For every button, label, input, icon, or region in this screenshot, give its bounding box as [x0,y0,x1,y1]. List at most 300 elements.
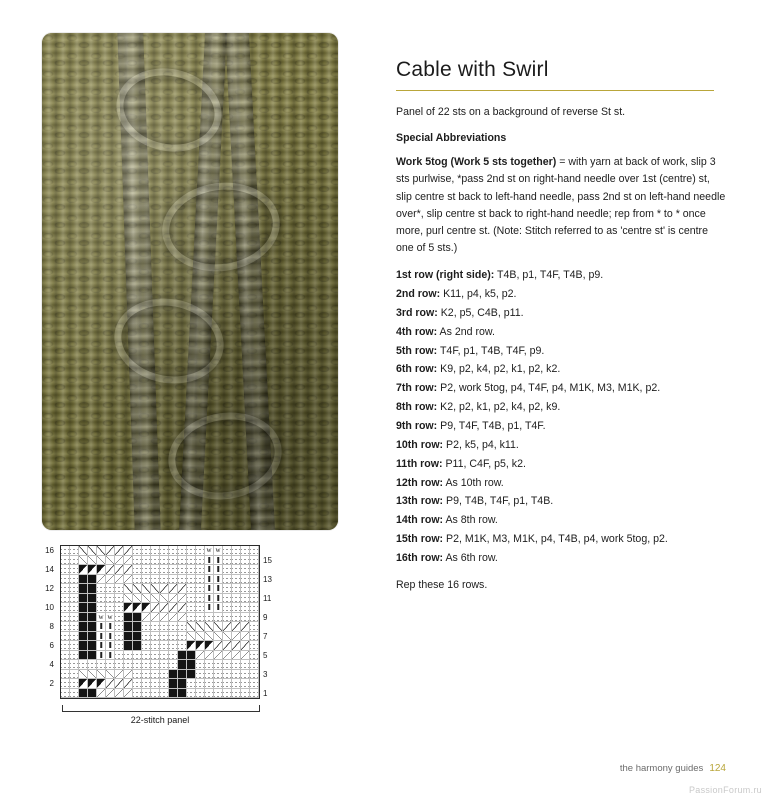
chart-cell [124,632,133,642]
chart-cell [223,565,232,575]
chart-cell [214,689,223,699]
chart-cell [160,660,169,670]
chart-row-number-right: 3 [263,669,268,679]
chart-cell [187,632,196,642]
chart-cell [214,660,223,670]
chart-cell [88,622,97,632]
chart-cell [70,679,79,689]
chart-cell [187,641,196,651]
chart-cell [160,546,169,556]
chart-cell [187,565,196,575]
chart-cell [88,603,97,613]
chart-cell [115,556,124,566]
chart-cell [223,556,232,566]
chart-cell [133,660,142,670]
chart-cell [214,556,223,566]
chart-cell [169,679,178,689]
chart-cell [124,679,133,689]
chart-row-number-left: 14 [45,565,54,574]
chart-cell [196,556,205,566]
chart-cell [142,584,151,594]
row-text: As 10th row. [443,476,504,489]
chart-cell [61,651,70,661]
chart-cell [70,565,79,575]
chart-cell [160,575,169,585]
chart-cell [214,641,223,651]
chart-cell [178,670,187,680]
chart-cell [223,670,232,680]
stitch-chart [20,545,340,735]
chart-cell [250,670,259,680]
chart-cell [169,546,178,556]
chart-cell [241,660,250,670]
chart-cell [79,660,88,670]
chart-cell [124,651,133,661]
chart-cell [205,679,214,689]
chart-cell [178,689,187,699]
chart-cell [241,556,250,566]
row-label: 12th row: [396,476,444,489]
chart-cell [70,575,79,585]
chart-cell [205,603,214,613]
chart-cell [115,565,124,575]
chart-cell [79,641,88,651]
chart-cell [133,546,142,556]
chart-cell [133,641,142,651]
chart-cell [133,632,142,642]
chart-cell [187,622,196,632]
chart-cell [232,603,241,613]
chart-cell [97,565,106,575]
chart-row-number-left: 2 [49,679,54,688]
chart-cell [151,565,160,575]
chart-row-number-right: 5 [263,650,268,660]
chart-cell [142,575,151,585]
row-text: As 8th row. [443,514,498,527]
chart-cell [214,584,223,594]
chart-cell [97,556,106,566]
chart-cell [196,565,205,575]
chart-cell [160,641,169,651]
chart-cell [214,613,223,623]
chart-cell [160,622,169,632]
chart-cell [151,679,160,689]
chart-cell [223,689,232,699]
row-instruction [396,474,726,493]
page-title: Cable with Swirl [396,58,549,81]
chart-cell [151,622,160,632]
chart-cell [151,632,160,642]
chart-cell [115,679,124,689]
chart-row-number-left: 10 [45,603,54,612]
chart-cell [241,622,250,632]
chart-cell [142,546,151,556]
chart-cell [178,679,187,689]
chart-cell [223,575,232,585]
chart-cell [205,556,214,566]
chart-cell [169,622,178,632]
chart-cell [178,641,187,651]
chart-cell [106,603,115,613]
chart-cell [241,546,250,556]
chart-cell [169,689,178,699]
chart-cell [250,622,259,632]
chart-cell [61,622,70,632]
chart-cell [250,603,259,613]
chart-cell [169,641,178,651]
chart-cell [241,641,250,651]
chart-cell [214,670,223,680]
chart-cell [250,546,259,556]
chart-grid [60,545,260,699]
chart-cell [196,689,205,699]
row-label: 14th row: [396,514,444,527]
chart-cell [124,660,133,670]
chart-row-number-left: 4 [49,660,54,669]
chart-cell [142,651,151,661]
chart-cell [241,565,250,575]
row-instruction [396,323,726,342]
abbreviation-text: = with yarn at back of work, slip 3 sts purlwise, *pass 2nd st on right-hand needle over 1st (centre) st, slip centre st back to left-hand needle, pass 2nd st on left-hand needle over*, slip centre st back to right-hand needle; rep from * to * once more, purl centre st. (Note: Stitch referred to as 'centre st' is centre one of 5 sts.) [396,156,726,255]
chart-cell [214,546,223,556]
chart-cell [232,689,241,699]
chart-cell [133,651,142,661]
row-text: P2, M1K, M3, M1K, p4, T4B, p4, work 5tog, p2. [443,533,668,546]
chart-cell [178,556,187,566]
row-label: 3rd row: [396,306,438,319]
chart-cell [151,575,160,585]
chart-cell [106,632,115,642]
row-text: K2, p5, C4B, p11. [437,306,524,319]
chart-cell [70,651,79,661]
chart-cell [241,632,250,642]
row-text: P9, T4B, T4F, p1, T4B. [443,495,554,508]
chart-cell [79,651,88,661]
chart-cell [115,651,124,661]
chart-row-number-left: 12 [45,584,54,593]
chart-cell [196,651,205,661]
chart-cell [61,556,70,566]
chart-cell [205,622,214,632]
chart-cell [169,556,178,566]
chart-row-number-right: 1 [263,688,268,698]
chart-cell [196,679,205,689]
chart-cell [187,670,196,680]
knitting-swatch-photo [42,33,338,530]
chart-cell [151,603,160,613]
chart-cell [106,641,115,651]
row-label: 9th row: [396,420,438,432]
row-text: P11, C4F, p5, k2. [442,457,526,470]
chart-cell [61,594,70,604]
chart-cell [241,670,250,680]
chart-cell [232,632,241,642]
chart-cell [241,603,250,613]
chart-cell [79,670,88,680]
row-instructions-list [396,266,726,568]
row-label: 15th row: [396,533,444,546]
chart-cell [106,660,115,670]
chart-cell [97,670,106,680]
chart-cell [79,622,88,632]
chart-cell [169,603,178,613]
chart-cell [151,584,160,594]
chart-cell [115,660,124,670]
chart-cell [124,603,133,613]
chart-cell [223,613,232,623]
chart-cell [250,632,259,642]
chart-cell [79,689,88,699]
chart-cell [70,622,79,632]
row-instruction [396,436,726,455]
chart-panel-bracket [62,705,260,712]
chart-cell [142,641,151,651]
chart-cell [70,632,79,642]
chart-cell [88,632,97,642]
chart-cell [79,594,88,604]
chart-cell [142,689,151,699]
chart-cell [178,660,187,670]
row-label: 10th row: [396,438,444,451]
chart-cell [142,613,151,623]
chart-cell [61,632,70,642]
chart-cell [88,546,97,556]
chart-cell [115,622,124,632]
row-text: K11, p4, k5, p2. [440,288,517,301]
chart-cell [187,556,196,566]
chart-cell [223,632,232,642]
chart-cell [250,651,259,661]
chart-cell [169,613,178,623]
chart-cell [106,556,115,566]
chart-cell [160,651,169,661]
row-label: 8th row: [396,401,438,414]
chart-cell [142,556,151,566]
chart-cell [169,594,178,604]
chart-cell [178,565,187,575]
chart-cell [169,565,178,575]
chart-cell [214,632,223,642]
chart-row-number-left: 16 [45,546,54,555]
row-label: 5th row: [396,344,438,357]
chart-cell [115,584,124,594]
chart-cell [196,622,205,632]
chart-cell [133,575,142,585]
chart-cell [178,546,187,556]
chart-cell [178,594,187,604]
row-text: K2, p2, k1, p2, k4, p2, k9. [437,401,561,414]
chart-cell [70,641,79,651]
chart-cell [214,679,223,689]
chart-cell [187,613,196,623]
chart-cell [79,603,88,613]
chart-cell [124,670,133,680]
row-label: 4th row: [396,325,438,338]
chart-cell [142,679,151,689]
chart-cell [88,584,97,594]
chart-cell [187,679,196,689]
chart-cell [241,651,250,661]
row-label: 6th row: [396,363,438,376]
chart-cell [106,565,115,575]
chart-cell [205,575,214,585]
chart-cell [106,613,115,623]
chart-cell [232,584,241,594]
chart-cell [214,651,223,661]
chart-cell [196,660,205,670]
watermark: PassionForum.ru [688,785,762,795]
chart-cell [196,594,205,604]
chart-cell [214,622,223,632]
chart-cell [124,575,133,585]
instructions-column [396,58,726,603]
footer [620,763,726,774]
chart-cell [115,594,124,604]
chart-cell [88,613,97,623]
chart-cell [70,546,79,556]
chart-cell [205,641,214,651]
chart-cell [106,679,115,689]
chart-cell [178,575,187,585]
chart-cell [133,565,142,575]
chart-cell [151,594,160,604]
row-instruction [396,360,726,379]
chart-cell [205,546,214,556]
chart-cell [142,660,151,670]
chart-cell [88,679,97,689]
chart-cell [142,594,151,604]
row-instruction [396,379,726,398]
chart-cell [196,603,205,613]
chart-cell [79,556,88,566]
row-instruction [396,492,726,511]
row-label: 7th row: [396,382,438,395]
chart-cell [160,613,169,623]
chart-cell [106,546,115,556]
chart-cell [106,689,115,699]
footer-text: the harmony guides [619,763,704,774]
chart-cell [196,613,205,623]
chart-cell [151,689,160,699]
row-instruction [396,549,726,568]
chart-cell [169,584,178,594]
chart-cell [178,651,187,661]
chart-cell [97,584,106,594]
chart-cell [205,565,214,575]
row-instruction [396,304,726,323]
chart-cell [97,660,106,670]
chart-cell [205,651,214,661]
chart-cell [151,546,160,556]
chart-row-number-right: 7 [263,631,268,641]
chart-cell [61,584,70,594]
row-label: 13th row: [396,495,444,508]
row-instruction [396,285,726,304]
chart-cell [250,613,259,623]
chart-cell [124,556,133,566]
special-abbreviations-heading: Special Abbreviations [396,132,507,145]
chart-cell [79,565,88,575]
chart-cell [223,679,232,689]
chart-cell [70,603,79,613]
row-text: T4F, p1, T4B, T4F, p9. [437,344,545,357]
row-instruction [396,342,726,361]
chart-cell [124,689,133,699]
chart-cell [250,556,259,566]
chart-cell [196,670,205,680]
chart-cell [232,594,241,604]
row-instruction [396,455,726,474]
chart-cell [79,584,88,594]
chart-cell [160,632,169,642]
chart-cell [70,584,79,594]
chart-cell [232,670,241,680]
row-text: P9, T4F, T4B, p1, T4F. [437,420,546,432]
chart-cell [241,689,250,699]
row-label: 1st row (right side): [396,269,495,282]
chart-cell [241,575,250,585]
chart-cell [223,651,232,661]
chart-cell [70,613,79,623]
title-rule [396,90,714,91]
chart-cell [196,575,205,585]
chart-cell [196,641,205,651]
chart-cell [205,594,214,604]
abbreviation-paragraph [396,154,726,257]
chart-cell [232,556,241,566]
chart-cell [97,641,106,651]
chart-cell [178,613,187,623]
chart-cell [241,613,250,623]
chart-cell [223,603,232,613]
row-label: 11th row: [396,457,443,470]
chart-cell [106,670,115,680]
chart-cell [97,594,106,604]
chart-cell [115,546,124,556]
chart-cell [88,575,97,585]
chart-cell [223,622,232,632]
chart-cell [142,670,151,680]
chart-cell [88,651,97,661]
chart-cell [169,575,178,585]
chart-cell [70,689,79,699]
row-instruction [396,398,726,417]
chart-cell [205,689,214,699]
intro-text: Panel of 22 sts on a background of reverse St st. [396,106,626,118]
chart-cell [79,632,88,642]
row-label: 16th row: [396,551,444,564]
chart-cell [250,679,259,689]
chart-cell [223,546,232,556]
row-instruction [396,530,726,549]
chart-cell [124,622,133,632]
chart-cell [151,556,160,566]
chart-cell [214,603,223,613]
chart-cell [124,584,133,594]
chart-cell [169,670,178,680]
chart-cell [214,565,223,575]
chart-cell [196,584,205,594]
chart-cell [196,632,205,642]
row-text: As 2nd row. [437,325,495,338]
chart-cell [115,613,124,623]
chart-cell [187,546,196,556]
chart-cell [169,632,178,642]
chart-cell [142,603,151,613]
chart-cell [232,679,241,689]
chart-cell [106,584,115,594]
chart-cell [133,603,142,613]
